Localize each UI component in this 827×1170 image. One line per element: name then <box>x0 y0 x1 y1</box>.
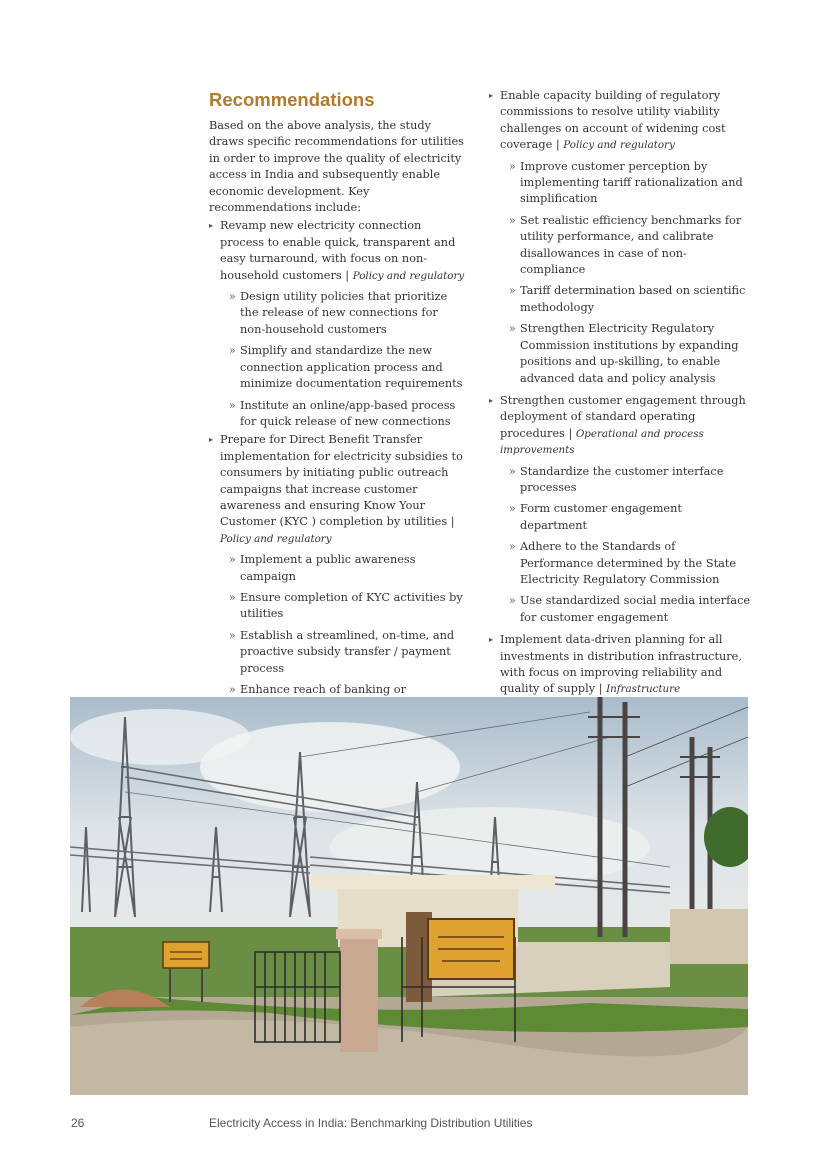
sub-recommendation-text: Tariff determination based on scientific methodology <box>520 284 746 314</box>
sub-recommendation-text: Adhere to the Standards of Performance determined by the State Electricity Regulatory Commission <box>520 540 737 586</box>
recommendation-text <box>500 632 751 698</box>
sub-recommendation <box>500 213 751 279</box>
double-chevron-icon: » <box>509 284 516 298</box>
double-chevron-icon: » <box>229 553 236 567</box>
sub-recommendation-text: Enhance reach of banking or <box>240 683 407 696</box>
double-chevron-icon: » <box>229 398 236 412</box>
recommendation-label: Enable capacity building of regulatory commissions to resolve utility viability challenges on account of widening cost coverage <box>500 89 726 152</box>
double-chevron-icon: » <box>509 159 516 173</box>
sub-recommendation <box>220 628 465 677</box>
sub-recommendation <box>500 501 751 534</box>
recommendation-category: Policy and regulatory <box>220 532 332 545</box>
sub-recommendation <box>500 464 751 497</box>
sub-recommendation <box>220 398 465 431</box>
recommendation-text <box>220 432 465 547</box>
sub-recommendation-text: Ensure completion of KYC activities by utilities <box>240 590 463 621</box>
category-separator: | <box>345 268 350 282</box>
section-heading: Recommendations <box>209 89 375 110</box>
triangle-bullet-icon: ▸ <box>209 435 214 445</box>
sub-recommendation-text: Establish a streamlined, on-time, and proactive subsidy transfer / payment process <box>240 628 455 675</box>
triangle-bullet-icon: ▸ <box>489 635 494 645</box>
category-separator: | <box>450 515 455 529</box>
recommendation-item <box>489 632 751 698</box>
sub-recommendation-text: Design utility policies that prioritize the release of new connections for non-household customers <box>240 290 448 336</box>
recommendation-category: Operational and process improvements <box>500 427 704 457</box>
sub-recommendation <box>500 159 751 208</box>
left-recommendation-list <box>209 218 465 731</box>
recommendation-label: Revamp new electricity connection process to enable quick, transparent and easy turnaround, with focus on non-household customers <box>220 219 456 282</box>
sub-recommendation-text: Standardize the customer interface processes <box>520 464 724 494</box>
left-column <box>209 88 465 731</box>
sub-recommendation <box>220 343 465 392</box>
triangle-bullet-icon: ▸ <box>209 221 214 231</box>
double-chevron-icon: » <box>509 322 516 336</box>
sub-recommendation-text: Strengthen Electricity Regulatory Commission institutions by expanding positions and up-skilling, to enable advanced data and policy analysis <box>520 322 739 385</box>
double-chevron-icon: » <box>229 344 236 358</box>
recommendation-label: Prepare for Direct Benefit Transfer implementation for electricity subsidies to consumers by initiating public outreach campaigns that increase customer awareness and ensuring Know Your Customer (KYC ) completion by utilities <box>220 433 463 529</box>
double-chevron-icon: » <box>509 464 516 478</box>
recommendation-label: Implement data-driven planning for all investments in distribution infrastructure, with focus on improving reliability and quality of supply <box>500 633 742 696</box>
recommendation-text <box>220 218 465 284</box>
sub-recommendation <box>500 593 751 626</box>
sub-recommendation <box>220 590 465 623</box>
right-column <box>489 88 751 698</box>
double-chevron-icon: » <box>509 213 516 227</box>
category-separator: | <box>555 138 560 152</box>
sub-recommendation <box>500 283 751 316</box>
sub-recommendation-text: Institute an online/app-based process for quick release of new connections <box>240 398 456 428</box>
double-chevron-icon: » <box>509 502 516 516</box>
recommendation-category: Infrastructure <box>606 683 681 696</box>
recommendation-item <box>209 218 465 430</box>
double-chevron-icon: » <box>229 628 236 642</box>
right-recommendation-list <box>489 88 751 698</box>
substation-photo <box>70 697 748 1095</box>
sub-recommendation-text: Simplify and standardize the new connection application process and minimize documentation requirements <box>240 344 463 391</box>
sub-recommendation-text: Implement a public awareness campaign <box>240 553 416 583</box>
recommendation-text <box>500 88 751 154</box>
sub-recommendation-text: Use standardized social media interface for customer engagement <box>520 594 751 624</box>
sub-recommendation <box>500 539 751 588</box>
sub-recommendation-text: Set realistic efficiency benchmarks for utility performance, and calibrate disallowances in case of non-compliance <box>520 213 742 277</box>
recommendation-item <box>489 88 751 387</box>
category-separator: | <box>568 426 573 440</box>
category-separator: | <box>598 682 603 696</box>
footer-title: Electricity Access in India: Benchmarking Distribution Utilities <box>209 1116 533 1130</box>
recommendation-label: Strengthen customer engagement through deployment of standard operating procedures <box>500 393 746 440</box>
double-chevron-icon: » <box>509 540 516 554</box>
recommendation-category: Policy and regulatory <box>563 139 675 152</box>
recommendation-item <box>489 393 751 626</box>
triangle-bullet-icon: ▸ <box>489 91 494 100</box>
double-chevron-icon: » <box>509 594 516 608</box>
triangle-bullet-icon: ▸ <box>489 395 494 405</box>
double-chevron-icon: » <box>229 290 236 304</box>
recommendation-category: Policy and regulatory <box>352 269 465 282</box>
double-chevron-icon: » <box>229 683 236 696</box>
double-chevron-icon: » <box>229 590 236 604</box>
sub-recommendation <box>220 289 465 338</box>
sub-recommendation <box>500 321 751 387</box>
sub-recommendation-text: Form customer engagement department <box>520 502 682 532</box>
intro-paragraph: Based on the above analysis, the study draws specific recommendations for utilities in order to improve the quality of electricity access in India and subsequently enable economic development. Key recommendations include: <box>209 119 464 215</box>
sub-recommendation <box>220 552 465 585</box>
recommendation-item <box>209 432 465 731</box>
sub-recommendation-text: Improve customer perception by implementing tariff rationalization and simplification <box>520 159 743 206</box>
page-number: 26 <box>71 1116 85 1130</box>
recommendation-text <box>500 393 751 459</box>
